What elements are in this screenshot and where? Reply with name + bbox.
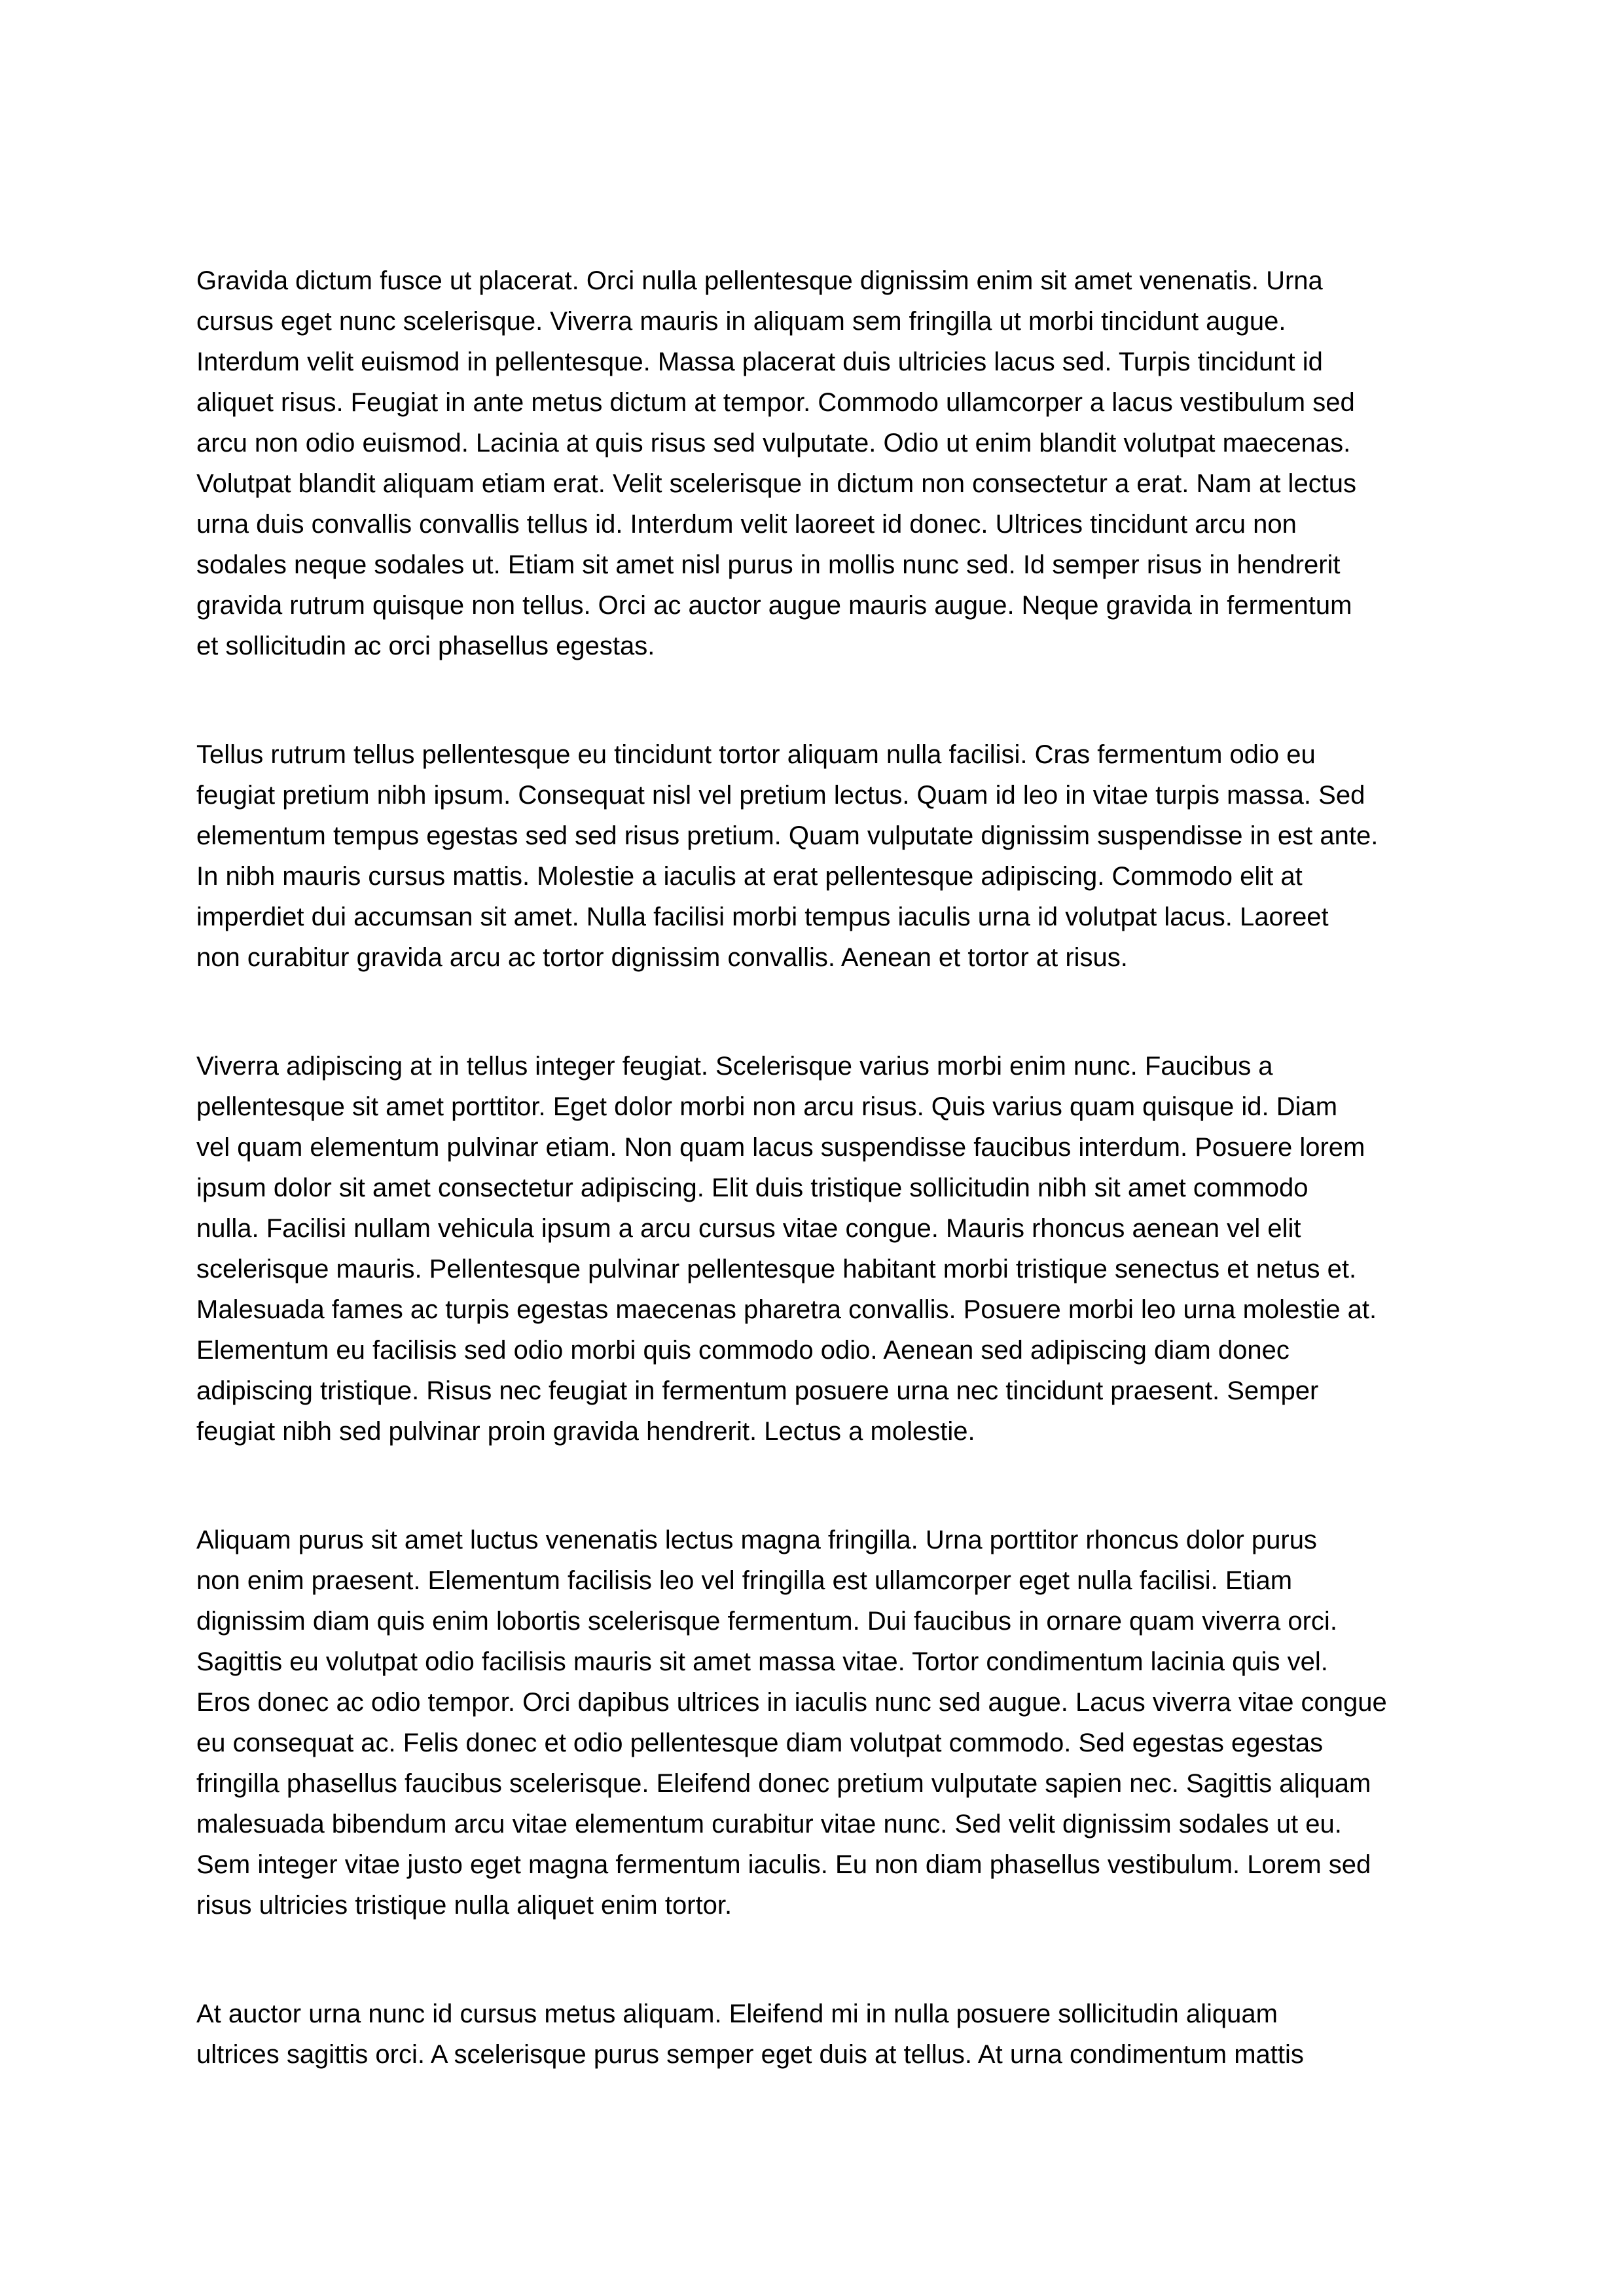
text-line: feugiat nibh sed pulvinar proin gravida hendrerit. Lectus a molestie. [196,1417,975,1446]
text-line: Aliquam purus sit amet luctus venenatis lectus magna fringilla. Urna porttitor rhoncus dolor purus [196,1526,1317,1554]
text-line: adipiscing tristique. Risus nec feugiat in fermentum posuere urna nec tincidunt praesent. Semper [196,1376,1319,1405]
text-line: pellentesque sit amet porttitor. Eget dolor morbi non arcu risus. Quis varius quam quisque id. Diam [196,1092,1338,1121]
text-line: Gravida dictum fusce ut placerat. Orci nulla pellentesque dignissim enim sit amet venenatis. Urna [196,266,1323,295]
paragraph [196,1520,1453,1926]
text-line: arcu non odio euismod. Lacinia at quis risus sed vulputate. Odio ut enim blandit volutpat maecenas. [196,429,1351,457]
text-line: elementum tempus egestas sed sed risus pretium. Quam vulputate dignissim suspendisse in est ante. [196,821,1379,850]
text-line: malesuada bibendum arcu vitae elementum curabitur vitae nunc. Sed velit dignissim sodales ut eu. [196,1810,1342,1839]
text-line: Malesuada fames ac turpis egestas maecenas pharetra convallis. Posuere morbi leo urna molestie at. [196,1295,1377,1324]
text-line: vel quam elementum pulvinar etiam. Non quam lacus suspendisse faucibus interdum. Posuere lorem [196,1133,1365,1162]
text-line: non curabitur gravida arcu ac tortor dignissim convallis. Aenean et tortor at risus. [196,943,1128,972]
text-line: nulla. Facilisi nullam vehicula ipsum a arcu cursus vitae congue. Mauris rhoncus aenean vel elit [196,1214,1301,1243]
text-line: Sem integer vitae justo eget magna fermentum iaculis. Eu non diam phasellus vestibulum. Lorem sed [196,1850,1371,1879]
text-line: ipsum dolor sit amet consectetur adipiscing. Elit duis tristique sollicitudin nibh sit amet commodo [196,1174,1308,1202]
text-line: Eros donec ac odio tempor. Orci dapibus ultrices in iaculis nunc sed augue. Lacus viverra vitae congue [196,1688,1387,1717]
text-line: Viverra adipiscing at in tellus integer feugiat. Scelerisque varius morbi enim nunc. Faucibus a [196,1052,1273,1081]
text-line: risus ultricies tristique nulla aliquet enim tortor. [196,1891,732,1920]
text-line: Tellus rutrum tellus pellentesque eu tincidunt tortor aliquam nulla facilisi. Cras fermentum odio eu [196,740,1316,769]
document-body-text [196,260,1453,2143]
text-line: Volutpat blandit aliquam etiam erat. Velit scelerisque in dictum non consectetur a erat. Nam at lectus [196,469,1357,498]
text-line: Interdum velit euismod in pellentesque. Massa placerat duis ultricies lacus sed. Turpis tincidunt id [196,348,1323,376]
text-line: sodales neque sodales ut. Etiam sit amet nisl purus in mollis nunc sed. Id semper risus in hendrerit [196,550,1341,579]
paragraph [196,1046,1453,1452]
text-line: urna duis convallis convallis tellus id. Interdum velit laoreet id donec. Ultrices tincidunt arcu non [196,510,1297,539]
text-line: eu consequat ac. Felis donec et odio pellentesque diam volutpat commodo. Sed egestas egestas [196,1729,1324,1757]
text-line: non enim praesent. Elementum facilisis leo vel fringilla est ullamcorper eget nulla facilisi. Etiam [196,1566,1293,1595]
text-line: feugiat pretium nibh ipsum. Consequat nisl vel pretium lectus. Quam id leo in vitae turpis massa. Sed [196,781,1365,810]
text-line: Elementum eu facilisis sed odio morbi quis commodo odio. Aenean sed adipiscing diam donec [196,1336,1290,1365]
text-line: At auctor urna nunc id cursus metus aliquam. Eleifend mi in nulla posuere sollicitudin aliquam [196,2000,1278,2028]
text-line: gravida rutrum quisque non tellus. Orci ac auctor augue mauris augue. Neque gravida in fermentum [196,591,1352,620]
text-line: scelerisque mauris. Pellentesque pulvinar pellentesque habitant morbi tristique senectus et netus et. [196,1255,1357,1283]
text-line: ultrices sagittis orci. A scelerisque purus semper eget duis at tellus. At urna condimentum mattis [196,2040,1304,2069]
text-line: Sagittis eu volutpat odio facilisis mauris sit amet massa vitae. Tortor condimentum lacinia quis vel. [196,1647,1328,1676]
text-line: fringilla phasellus faucibus scelerisque. Eleifend donec pretium vulputate sapien nec. Sagittis aliquam [196,1769,1371,1798]
paragraph [196,734,1453,978]
paragraph [196,260,1453,666]
text-line: In nibh mauris cursus mattis. Molestie a iaculis at erat pellentesque adipiscing. Commodo elit at [196,862,1303,891]
text-line: et sollicitudin ac orci phasellus egestas. [196,632,655,660]
text-line: cursus eget nunc scelerisque. Viverra mauris in aliquam sem fringilla ut morbi tincidunt augue. [196,307,1286,336]
text-line: imperdiet dui accumsan sit amet. Nulla facilisi morbi tempus iaculis urna id volutpat lacus. Laoreet [196,903,1329,931]
text-line: aliquet risus. Feugiat in ante metus dictum at tempor. Commodo ullamcorper a lacus vestibulum sed [196,388,1355,417]
text-line: dignissim diam quis enim lobortis scelerisque fermentum. Dui faucibus in ornare quam viverra orci. [196,1607,1337,1636]
paragraph [196,1994,1453,2075]
